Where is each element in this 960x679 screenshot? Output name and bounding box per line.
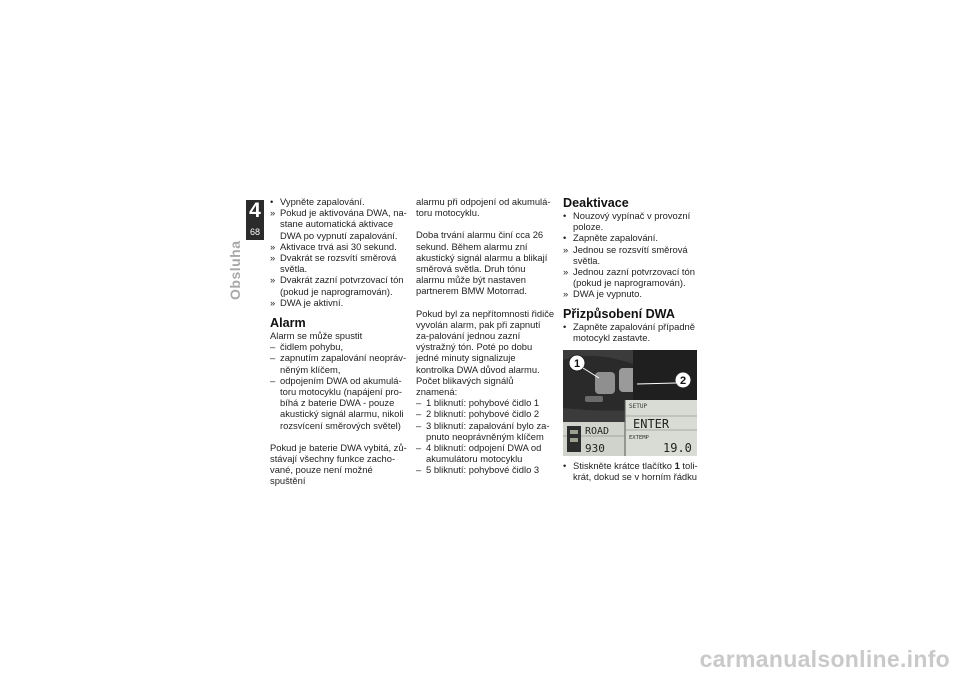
customization-steps-continued: [563, 460, 703, 482]
list-item: – 2 bliknutí: pohybové čidlo 2: [416, 408, 540, 420]
watermark: carmanualsonline.info: [699, 646, 950, 672]
svg-text:ENTER: ENTER: [633, 417, 670, 432]
svg-text:930: 930: [585, 442, 605, 456]
column-1: [270, 196, 410, 487]
svg-text:EXTEMP: EXTEMP: [629, 435, 649, 442]
button-1-shape: [595, 372, 615, 394]
list-item: » Dvakrát zazní potvrzovací tón (pokud je naprogramován).: [270, 274, 404, 297]
page-number: 68: [249, 227, 260, 237]
paragraph: Doba trvání alarmu činí cca 26 sekund. Během alarmu zní akustický signál alarmu a blikají směrová světla. Druh tónu alarmu může být nastaven partnerem BMW Motorrad.: [416, 229, 548, 297]
customization-steps: [563, 321, 703, 343]
list-item: – zapnutím zapalování neopráv-něným klíčem,: [270, 352, 407, 375]
list-item: • Zapněte zapalování.: [563, 232, 658, 244]
list-item: – 4 bliknutí: odpojení DWA od akumulátoru motocyklu: [416, 442, 542, 465]
section-label: Obsluha: [227, 240, 243, 300]
list-item: – odpojením DWA od akumulá-toru motocyklu (napájení pro-bíhá z baterie DWA - pouze akustický signál alarmu, nikoli rozsvícení směrových světel): [270, 374, 404, 431]
deactivation-steps: [563, 210, 703, 300]
paragraph: Pokud byl za nepřítomnosti řidiče vyvolán alarm, pak při zapnutí za-palování jednou zazní výstražný tón. Poté po dobu jedné minuty signalizuje kontrolka DWA důvod alarmu.: [416, 307, 555, 375]
paragraph: Počet blikavých signálů znamená:: [416, 374, 514, 398]
list-item: • Vypněte zapalování.: [270, 196, 365, 207]
paragraph: alarmu při odpojení od akumulá-toru motocyklu.: [416, 196, 551, 219]
svg-text:ROAD: ROAD: [585, 426, 610, 438]
list-item: » DWA je vypnuto.: [563, 288, 642, 300]
handlebar-display-photo: [563, 350, 697, 456]
column-3: [563, 196, 703, 482]
list-item: » Dvakrát se rozsvítí směrová světla.: [270, 252, 397, 275]
svg-text:19.0: 19.0: [663, 441, 692, 456]
list-item: • Nouzový vypínač v provozní poloze.: [563, 210, 691, 233]
photo-illustration: [563, 350, 697, 456]
blink-codes: [416, 397, 556, 475]
list-item: – 5 bliknutí: pohybové čidlo 3: [416, 464, 540, 476]
list-item: • Stiskněte krátce tlačítko 1 toli-krát, dokud se v horním řádku: [563, 460, 698, 483]
alarm-intro: Alarm se může spustit: [270, 330, 363, 342]
list-item: • Zapněte zapalování případně motocykl zastavte.: [563, 320, 695, 343]
alarm-heading: Alarm: [270, 316, 306, 331]
column-2: [416, 196, 556, 476]
svg-text:2: 2: [679, 375, 687, 388]
list-item: » Pokud je aktivována DWA, na-stane automatická aktivace DWA po vypnutí zapalování.: [270, 207, 407, 241]
battery-paragraph: Pokud je baterie DWA vybitá, zů-stávají všechny funkce zacho-vané, pouze není možné spuštění: [270, 441, 407, 487]
list-item: – 3 bliknutí: zapalování bylo za-pnuto neoprávněným klíčem: [416, 419, 550, 442]
list-item: – 1 bliknutí: pohybové čidlo 1: [416, 397, 540, 409]
list-item: » DWA je aktivní.: [270, 296, 344, 308]
customization-heading: Přizpůsobení DWA: [563, 306, 675, 321]
button-reference: 1: [674, 460, 680, 472]
list-item: » Jednou se rozsvítí směrová světla.: [563, 243, 688, 266]
alarm-triggers: [270, 341, 410, 431]
list-item: » Aktivace trvá asi 30 sekund.: [270, 240, 397, 252]
list-item: » Jednou zazní potvrzovací tón (pokud je naprogramován).: [563, 266, 695, 289]
svg-text:SETUP: SETUP: [629, 403, 648, 411]
deactivation-heading: Deaktivace: [563, 196, 629, 210]
list-item: – čidlem pohybu,: [270, 341, 344, 353]
chapter-number: 4: [249, 199, 261, 222]
svg-text:1: 1: [573, 358, 581, 371]
ignition-off-steps: [270, 196, 410, 308]
